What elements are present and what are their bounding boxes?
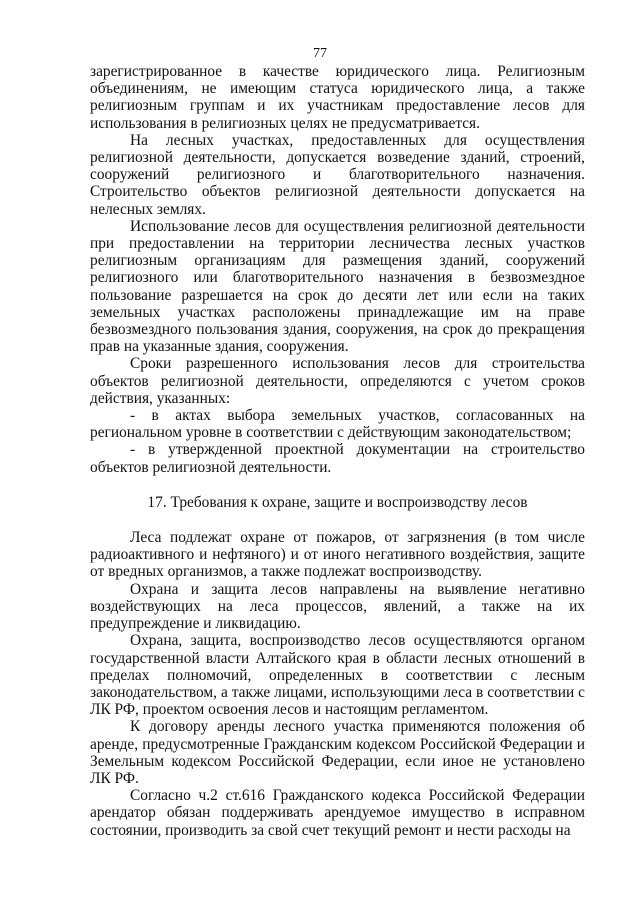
document-body [90,63,585,839]
list-item-acts: - в актах выбора земельных участков, согласованных на региональном уровне в соответствии с действующим законодательством; [90,407,585,442]
page-number: 77 [313,46,327,61]
paragraph-lease: К договору аренды лесного участка применяются положения об аренде, предусмотренные Гражданским кодексом Российской Федерации и Земельным кодексом Российской Федерации, если иное не установлено ЛК РФ. [90,718,585,787]
section-heading: 17. Требования к охране, защите и воспроизводству лесов [147,493,528,511]
paragraph-protection-aims: Охрана и защита лесов направлены на выявление негативно воздействующих на леса процессов, явлений, а также на их предупреждение и ликвидацию. [90,580,585,633]
list-item-documentation: - в утвержденной проектной документации на строительство объектов религиозной деятельности. [90,441,585,476]
paragraph-continuation: зарегистрированное в качестве юридического лица. Религиозным объединениям, не имеющим статуса юридического лица, а также религиозным группам и их участникам предоставление лесов для использования в религиозных целях не предусматривается. [90,63,585,132]
paragraph-buildings: На лесных участках, предоставленных для осуществления религиозной деятельности, допускается возведение зданий, строений, сооружений религиозного и благотворительного назначения. Строительство объектов религиозной деятельности допускается на нелесных землях. [90,131,585,218]
paragraph-civil-code: Согласно ч.2 ст.616 Гражданского кодекса Российской Федерации арендатор обязан поддерживать арендуемое имущество в исправном состоянии, производить за свой счет текущий ремонт и нести расходы на [90,787,585,839]
paragraph-use-of-forests: Использование лесов для осуществления религиозной деятельности при предоставлении на территории лесничества лесных участков религиозным организациям для размещения зданий, сооружений религиозного или благотворительного назначения в безвозмездное пользование разрешается на срок до десяти лет или если на таких земельных участках расположены принадлежащие им на праве безвозмездного пользования здания, сооружения, на срок до прекращения прав на указанные здания, сооружения. [90,217,585,356]
paragraph-terms: Сроки разрешенного использования лесов для строительства объектов религиозной деятельности, определяются с учетом сроков действия, указанных: [90,355,585,407]
paragraph-authorities: Охрана, защита, воспроизводство лесов осуществляются органом государственной власти Алтайского края в области лесных отношений в пределах полномочий, определенных в соответствии с лесным законодательством, а также лицами, использующими леса в соответствии с ЛК РФ, проектом освоения лесов и настоящим регламентом. [90,632,585,719]
paragraph-protection: Леса подлежат охране от пожаров, от загрязнения (в том числе радиоактивного и нефтяного) и от иного негативного воздействия, защите от вредных организмов, а также подлежат воспроизводству. [90,529,585,581]
